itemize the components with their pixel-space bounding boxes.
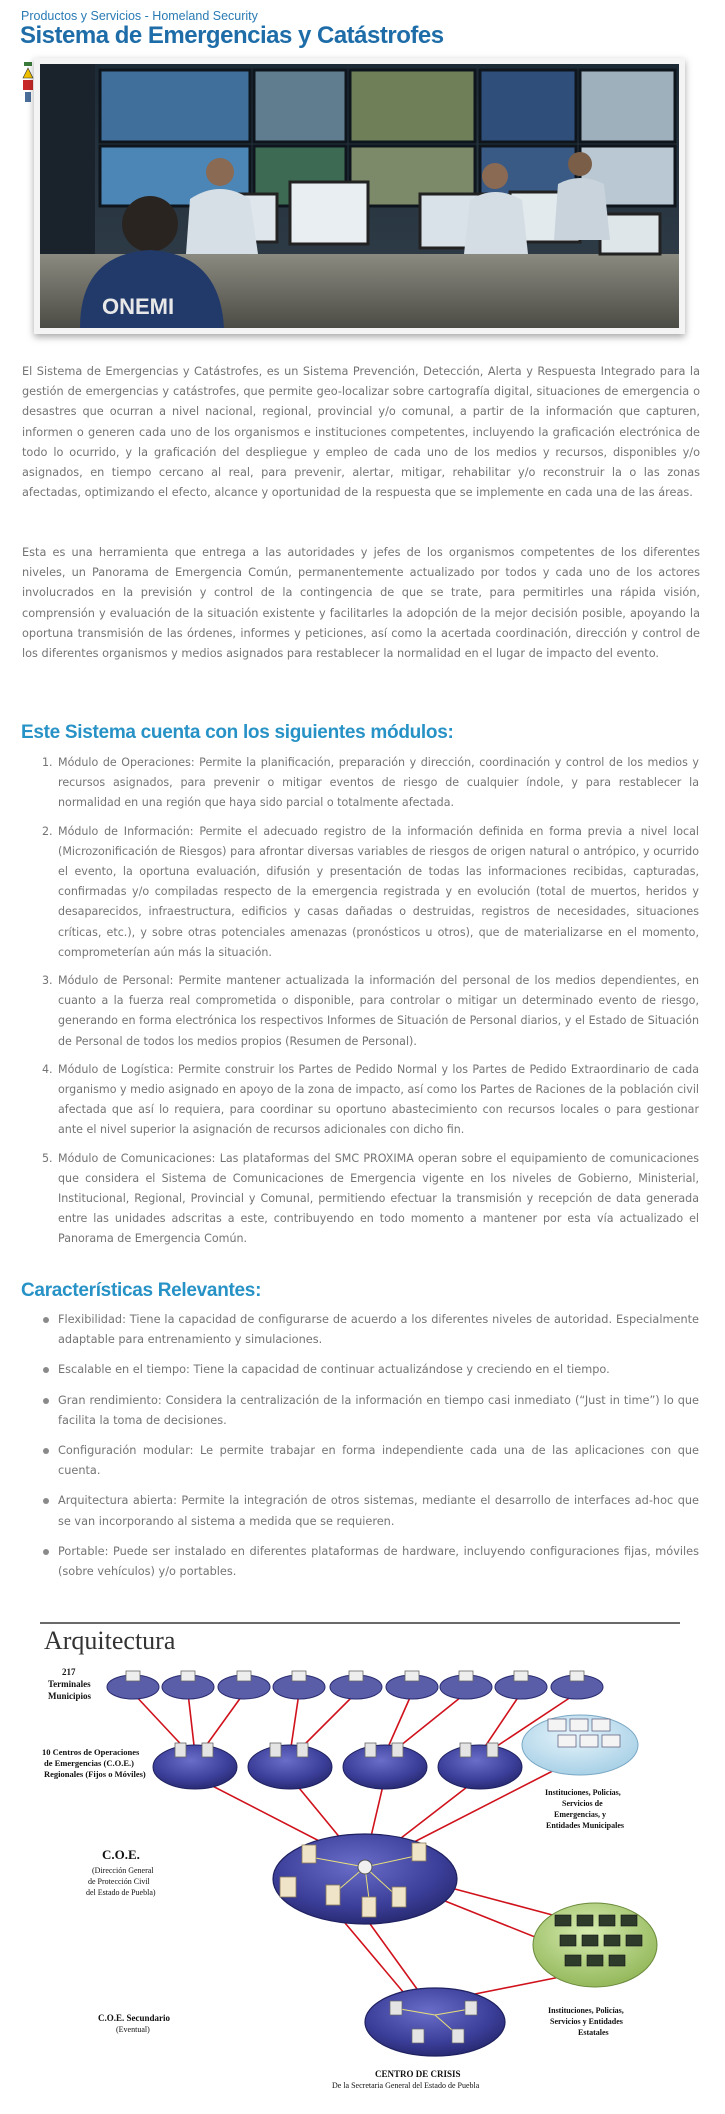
svg-text:Instituciones, Policías,: Instituciones, Policías,: [545, 1788, 621, 1797]
bullet-icon: [43, 1498, 49, 1504]
page-title: Sistema de Emergencias y Catástrofes: [20, 22, 444, 49]
hero-photo-frame: [34, 58, 685, 334]
bullet-icon: [43, 1398, 49, 1404]
svg-text:Servicios de: Servicios de: [562, 1799, 603, 1808]
svg-text:del Estado de Puebla): del Estado de Puebla): [86, 1888, 156, 1897]
svg-text:Regionales (Fijos o Móviles): Regionales (Fijos o Móviles): [44, 1769, 146, 1779]
intro-paragraph-2: Esta es una herramienta que entrega a las autoridades y jefes de los organismos competentes de los diferentes niveles, un Panorama de Emergencia Común, permanentemente actualizado por todos y cada uno de los actores involucrados en la previsión y control de la contingencia de que se trate, para permitirles una rápida visión, comprensión y evaluación de la situación existente y facilitarles la adopción de la mejor decisión posible, apoyando la oportuna transmisión de las órdenes, informes y peticiones, así como la acertada coordinación, dirección y control de los diferentes organismos y medios asignados para restablecer la normalidad en el lugar de impacto del evento.: [22, 546, 700, 661]
list-item: Escalable en el tiempo: Tiene la capacidad de continuar actualizándose y creciendo en el tiempo.: [42, 1360, 699, 1380]
list-item: 2. Módulo de Información: Permite el adecuado registro de la información definida en forma previa a nivel local (Microzonificación de Riesgos) para afrontar diversas variables de riesgos de origen natural o antrópico, y ocurrido el evento, la oportuna evaluación, difusión y presentación de todas las informaciones recibidas, capturadas, confirmadas y/o compiladas respecto de la emergencia registrada y en evolución (total de muertos, heridos y desaparecidos, infraestructura, edificios y casas dañadas o destruidas, registros de necesidades, situaciones críticas, etc.), y sobre otras potenciales amenazas (pronósticos u otros), que de materializarse en el momento, comprometerían aún más la situación.: [42, 824, 699, 959]
bullet-icon: [43, 1448, 49, 1454]
svg-text:(Dirección General: (Dirección General: [92, 1866, 154, 1875]
list-item: 3. Módulo de Personal: Permite mantener actualizada la información del personal de los medios dependientes, en cuanto a la fuerza real comprometida o disponible, para controlar o mitigar un determinado evento de riesgo, generando en forma electrónica los respectivos Informes de Situación de Personal diarios, y el Estado de Situación de Personal de todos los medios propios (Resumen de Personal).: [42, 974, 699, 1048]
architecture-diagram: [40, 1617, 685, 2097]
bullet-icon: [43, 1317, 49, 1323]
modules-heading: Este Sistema cuenta con los siguientes módulos:: [21, 722, 454, 743]
svg-text:Emergencias, y: Emergencias, y: [554, 1810, 606, 1819]
svg-text:Instituciones, Policías,: Instituciones, Policías,: [548, 2006, 624, 2015]
intro-paragraph-1: El Sistema de Emergencias y Catástrofes, es un Sistema Prevención, Detección, Alerta y Respuesta Integrado para la gestión de emergencias y catástrofes, que permite geo-localizar sobre cartografía digital, situaciones de emergencia o desastres que ocurran a nivel nacional, regional, provincial y/o comunal, a partir de la información que capturen, informen o generen cada uno de los organismos e instituciones competentes, incluyendo la graficación electrónica de todo lo ocurrido, y la graficación del despliegue y empleo de cada uno de los medios y recursos, disponibles y/o asignados, en tiempo cercano al real, para prevenir, alertar, mitigar, rehabilitar y/o reconstruir la o las zonas afectadas, optimizando el efecto, alcance y oportunidad de la respuesta que se implemente en cada una de las áreas.: [22, 365, 700, 500]
warning-sign-icon: [22, 62, 34, 104]
list-item: Configuración modular: Le permite trabajar en forma independiente cada una de las aplicaciones con que cuenta.: [42, 1441, 699, 1481]
list-item: 1. Módulo de Operaciones: Permite la planificación, preparación y dirección, coordinación y control de los medios y recursos asignados, para prevenir o mitigar eventos de riesgo de cualquier índole, y para restablecer la normalidad en una región que haya sido parcial o totalmente afectada.: [42, 756, 699, 810]
svg-text:CENTRO DE CRISIS: CENTRO DE CRISIS: [375, 2069, 461, 2079]
svg-text:C.O.E.: C.O.E.: [102, 1847, 140, 1862]
svg-text:Entidades Municipales: Entidades Municipales: [546, 1821, 625, 1830]
svg-text:de Emergencias (C.O.E.): de Emergencias (C.O.E.): [44, 1758, 134, 1768]
features-heading: Características Relevantes:: [21, 1280, 262, 1301]
svg-text:Municipios: Municipios: [48, 1691, 92, 1701]
modules-list: [42, 753, 699, 1258]
breadcrumb[interactable]: Productos y Servicios - Homeland Security: [21, 9, 258, 23]
list-item: 4. Módulo de Logística: Permite construir los Partes de Pedido Normal y los Partes de Pedido Extraordinario de cada organismo y medio asignado en apoyo de la zona de impacto, así como los Partes de Raciones de la población civil afectada que así lo requiera, para coordinar su oportuno abastecimiento con recursos locales o para gestionar ante el nivel superior la asignación de recursos adicionales con dicho fin.: [42, 1062, 699, 1137]
list-item: Gran rendimiento: Considera la centralización de la información en tiempo casi inmediato (“Just in time”) lo que facilita la toma de decisiones.: [42, 1391, 699, 1431]
list-item: Portable: Puede ser instalado en diferentes plataformas de hardware, incluyendo configuraciones fijas, móviles (sobre vehículos) y/o portables.: [42, 1542, 699, 1582]
svg-text:(Eventual): (Eventual): [116, 2025, 150, 2034]
svg-text:Estatales: Estatales: [578, 2028, 609, 2037]
list-item: Arquitectura abierta: Permite la integración de otros sistemas, mediante el desarrollo de interfaces ad-hoc que se van incorporando al sistema a medida que se requieren.: [42, 1491, 699, 1531]
svg-text:217: 217: [62, 1667, 76, 1677]
vest-text: ONEMI: [102, 294, 175, 319]
list-item: Flexibilidad: Tiene la capacidad de configurarse de acuerdo a los diferentes niveles de autoridad. Especialmente adaptable para entrenamiento y simulaciones.: [42, 1310, 699, 1350]
architecture-title: Arquitectura: [44, 1626, 176, 1655]
svg-text:Terminales: Terminales: [48, 1679, 91, 1689]
control-room-photo: [40, 64, 679, 328]
bullet-icon: [43, 1367, 49, 1373]
svg-text:10 Centros de Operaciones: 10 Centros de Operaciones: [42, 1747, 140, 1757]
svg-text:C.O.E. Secundario: C.O.E. Secundario: [98, 2013, 171, 2023]
svg-text:de Protección Civil: de Protección Civil: [88, 1877, 150, 1886]
svg-text:Servicios y Entidades: Servicios y Entidades: [550, 2017, 623, 2026]
bullet-icon: [43, 1549, 49, 1555]
list-item: 5. Módulo de Comunicaciones: Las plataformas del SMC PROXIMA operan sobre el equipamiento de comunicaciones que considera el Sistema de Comunicaciones de Emergencia vigente en los niveles de Gobierno, Ministerial, Institucional, Regional, Provincial y Comunal, permitiendo efectuar la transmisión y recepción de data generada entre las unidades adscritas a este, contribuyendo en todo momento a mantener por esta vía actualizado el Panorama de Emergencia Común.: [42, 1151, 699, 1246]
svg-text:De la Secretaria General del E: De la Secretaria General del Estado de Puebla: [332, 2081, 480, 2090]
features-list: [42, 1310, 699, 1592]
